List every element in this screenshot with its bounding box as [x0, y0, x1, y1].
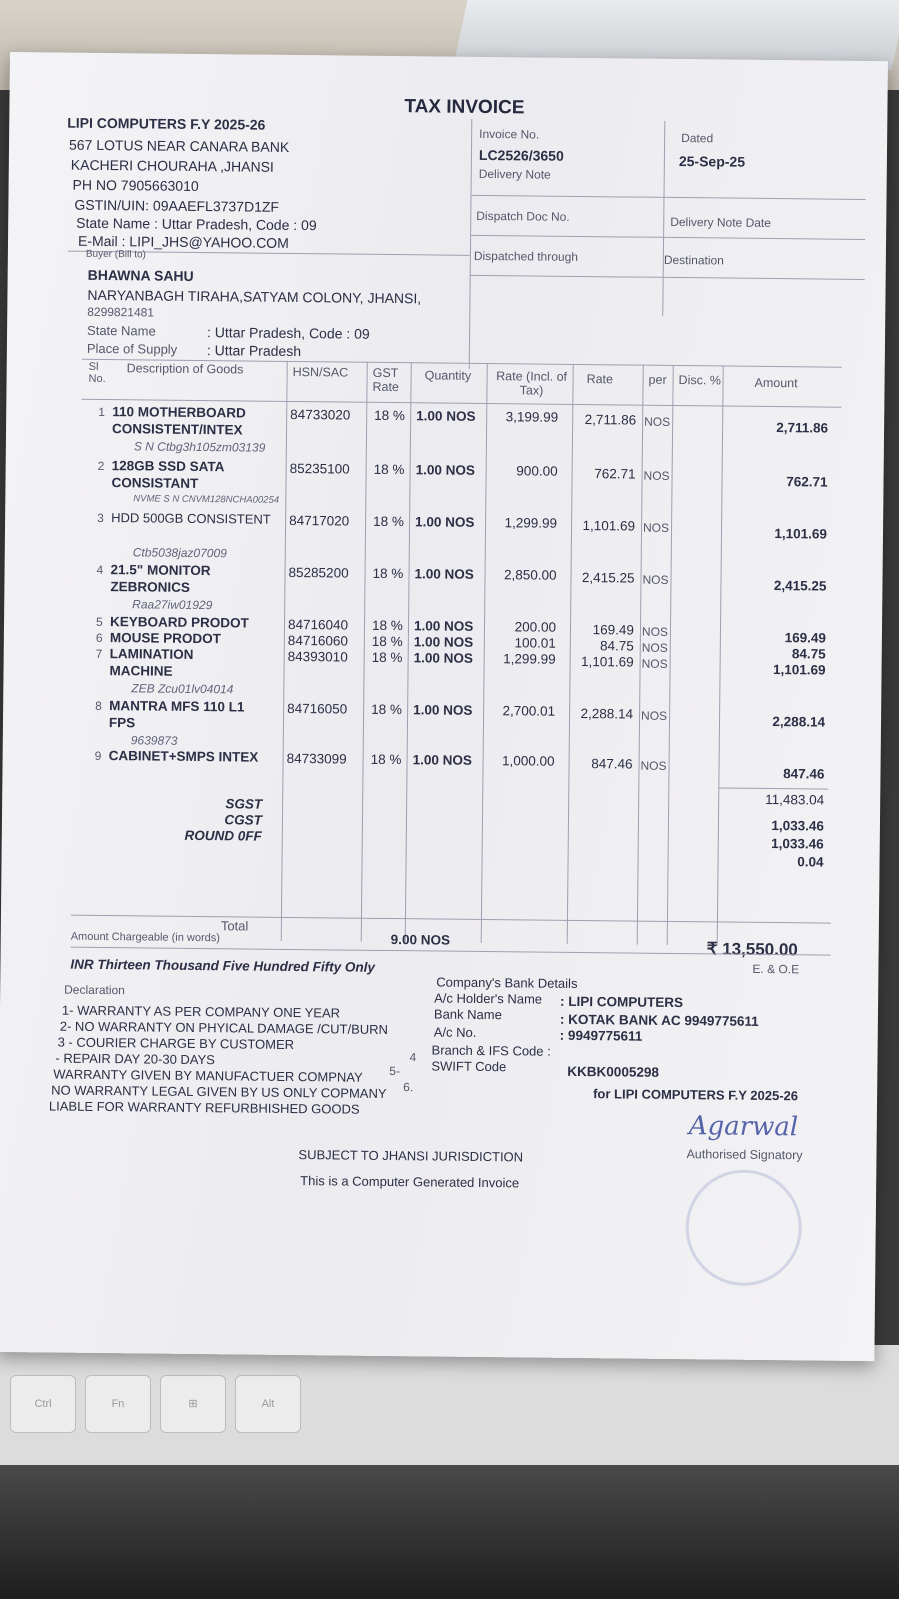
item-amount: 847.46 [783, 766, 825, 782]
item-hsn: 85235100 [289, 460, 350, 477]
item-sl: 5 [95, 614, 103, 630]
declaration-line: LIABLE FOR WARRANTY REFURBHISHED GOODS [48, 1098, 360, 1117]
buyer-name: BHAWNA SAHU [87, 266, 194, 284]
item-name: 21.5" MONITOR ZEBRONICS [110, 562, 211, 595]
item-name: 128GB SSD SATA CONSISTANT [111, 458, 225, 491]
seller-phone: PH NO 7905663010 [72, 176, 199, 194]
item-name: 110 MOTHERBOARD CONSISTENT/INTEX [111, 404, 246, 438]
item-per: NOS [644, 414, 671, 429]
header-divider [470, 275, 865, 280]
item-per: NOS [641, 640, 668, 655]
header-divider [471, 195, 866, 200]
dated-label: Dated [681, 131, 714, 146]
declaration-line: 1- WARRANTY AS PER COMPANY ONE YEAR [61, 1002, 341, 1021]
item-serial: Raa27iw01929 [132, 597, 213, 613]
col-header-per: per [648, 372, 667, 387]
item-gst: 18 % [374, 407, 406, 424]
item-gst: 18 % [371, 633, 403, 650]
item-sl: 9 [94, 748, 102, 763]
item-rate: 2,415.25 [581, 570, 635, 586]
col-header-amount: Amount [754, 375, 798, 391]
invoice-no-label: Invoice No. [479, 126, 540, 142]
buyer-state-label: State Name [87, 322, 156, 339]
column-divider [481, 363, 488, 943]
item-serial: NVME S N CNVM128NCHA00254 [133, 493, 280, 506]
total-quantity: 9.00 NOS [390, 932, 451, 948]
buyer-state-value: : Uttar Pradesh, Code : 09 [206, 324, 370, 342]
item-hsn: 84716060 [287, 632, 349, 649]
item-per: NOS [640, 758, 667, 773]
item-sl: 3 [97, 510, 104, 526]
col-header-rate: Rate [586, 372, 614, 387]
account-no-value: : 9949775611 [559, 1027, 643, 1044]
col-header-qty: Quantity [424, 368, 472, 383]
col-header-gst: GST Rate [372, 365, 399, 395]
keyboard-key-ctrl: Ctrl [10, 1375, 76, 1433]
item-rate-incl: 900.00 [516, 463, 558, 479]
item-gst: 18 % [372, 565, 404, 582]
amount-in-words: INR Thirteen Thousand Five Hundred Fifty Only [70, 956, 376, 975]
declaration-mark: 6. [403, 1080, 414, 1095]
stamp-seal-icon [685, 1169, 802, 1286]
item-rate: 2,288.14 [580, 706, 634, 722]
item-amount: 169.49 [784, 630, 826, 646]
swift-code-label: SWIFT Code [431, 1058, 507, 1075]
item-rate-incl: 1,299.99 [503, 651, 556, 667]
item-per: NOS [643, 468, 670, 483]
item-hsn: 85285200 [288, 564, 349, 581]
item-amount: 1,101.69 [774, 526, 828, 542]
item-hsn: 84716050 [287, 700, 348, 717]
item-gst: 18 % [371, 649, 403, 666]
account-holder-value: : LIPI COMPUTERS [560, 993, 684, 1011]
item-amount: 2,288.14 [772, 714, 826, 730]
item-gst: 18 % [373, 461, 405, 478]
subtotal-amount: 11,483.04 [765, 791, 825, 808]
item-hsn: 84717020 [289, 512, 350, 529]
buyer-label: Buyer (Bill to) [85, 248, 146, 261]
tax-value-cgst: 1,033.46 [771, 836, 824, 852]
invoice-title: TAX INVOICE [404, 96, 525, 119]
item-qty: 1.00 NOS [416, 408, 476, 424]
item-gst: 18 % [373, 513, 404, 530]
jurisdiction-note: SUBJECT TO JHANSI JURISDICTION [298, 1147, 524, 1165]
declaration-line: WARRANTY GIVEN BY MANUFACTUER COMPNAY [53, 1066, 363, 1085]
item-rate-incl: 3,199.99 [505, 409, 559, 425]
subtotal-line [718, 787, 828, 789]
invoice-paper [0, 52, 888, 1361]
item-per: NOS [641, 656, 668, 671]
item-qty: 1.00 NOS [413, 650, 474, 666]
item-amount: 1,101.69 [772, 662, 826, 678]
item-serial: S N Ctbg3h105zm03139 [133, 439, 266, 455]
column-divider [361, 362, 368, 942]
item-serial: 9639873 [130, 733, 178, 748]
delivery-note-date-label: Delivery Note Date [670, 214, 772, 230]
dispatch-doc-label: Dispatch Doc No. [476, 208, 570, 224]
col-header-disc: Disc. % [678, 373, 722, 388]
item-rate: 2,711.86 [584, 412, 637, 428]
declaration-label: Declaration [64, 982, 125, 998]
supply-value: : Uttar Pradesh [206, 342, 302, 360]
item-rate: 169.49 [592, 622, 635, 638]
declaration-line: 2- NO WARRANTY ON PHYICAL DAMAGE /CUT/BURN [59, 1018, 389, 1038]
declaration-line: NO WARRANTY LEGAL GIVEN BY US ONLY COPMANY [51, 1082, 387, 1101]
item-rate-incl: 1,299.99 [504, 515, 558, 531]
item-per: NOS [642, 520, 670, 535]
seller-name: LIPI COMPUTERS F.Y 2025-26 [67, 114, 266, 133]
keyboard-key-alt: Alt [235, 1375, 301, 1433]
item-sl: 2 [97, 458, 105, 474]
item-sl: 1 [98, 404, 105, 420]
header-divider [469, 119, 473, 369]
item-name: CABINET+SMPS INTEX [108, 748, 259, 765]
item-sl: 7 [95, 646, 103, 662]
destination-label: Destination [663, 252, 724, 268]
item-serial: ZEB Zcu01lv04014 [131, 681, 234, 697]
declaration-mark: 5- [389, 1064, 401, 1079]
swift-code-value: KKBK0005298 [567, 1063, 659, 1080]
seller-state: State Name : Uttar Pradesh, Code : 09 [76, 214, 317, 234]
item-rate: 847.46 [591, 756, 633, 772]
item-qty: 1.00 NOS [415, 462, 476, 478]
bank-name-label: Bank Name [433, 1006, 502, 1023]
branch-ifs-label: Branch & IFS Code : [431, 1042, 551, 1059]
item-per: NOS [641, 708, 668, 723]
item-qty: 1.00 NOS [413, 618, 474, 634]
computer-generated-note: This is a Computer Generated Invoice [300, 1173, 520, 1191]
delivery-note-label: Delivery Note [478, 166, 551, 182]
item-rate: 762.71 [594, 466, 636, 482]
invoice-no: LC2526/3650 [478, 146, 564, 164]
item-sl: 6 [95, 630, 103, 646]
item-qty: 1.00 NOS [414, 566, 474, 582]
item-qty: 1.00 NOS [413, 634, 474, 650]
item-gst: 18 % [371, 617, 403, 634]
declaration-mark: 4 [409, 1050, 417, 1065]
item-amount: 84.75 [791, 646, 826, 662]
header-divider [662, 121, 665, 316]
dispatched-through-label: Dispatched through [473, 248, 579, 264]
item-hsn: 84733099 [286, 750, 347, 767]
keyboard-key-windows: ⊞ [160, 1375, 226, 1433]
buyer-phone: 8299821481 [87, 304, 155, 320]
col-header-desc: Description of Goods [126, 361, 244, 377]
signature: Agarwal [688, 1111, 799, 1143]
tax-label-round-off: ROUND 0FF [184, 827, 262, 844]
item-hsn: 84733020 [290, 406, 351, 423]
item-qty: 1.00 NOS [413, 702, 473, 718]
total-amount: ₹ 13,550.00 [706, 939, 798, 960]
item-amount: 762.71 [786, 474, 828, 490]
seller-address-line1: 567 LOTUS NEAR CANARA BANK [68, 136, 290, 155]
eoe-note: E. & O.E [752, 961, 800, 977]
item-rate-incl: 2,700.01 [502, 703, 556, 719]
for-company: for LIPI COMPUTERS F.Y 2025-26 [593, 1086, 799, 1104]
account-holder-label: A/c Holder's Name [434, 990, 543, 1007]
item-name: HDD 500GB CONSISTENT [111, 510, 271, 527]
item-per: NOS [642, 572, 669, 587]
header-divider [470, 235, 865, 240]
item-sl: 4 [96, 562, 104, 578]
item-rate-incl: 200.00 [514, 619, 557, 635]
column-divider [281, 361, 288, 941]
item-name: KEYBOARD PRODOT [109, 614, 249, 631]
total-label: Total [220, 918, 249, 934]
item-name: MOUSE PRODOT [109, 630, 221, 647]
bank-name-value: : KOTAK BANK AC 9949775611 [559, 1011, 759, 1029]
item-rate: 1,101.69 [581, 654, 634, 670]
item-per: NOS [641, 624, 669, 639]
item-hsn: 84393010 [287, 648, 348, 665]
col-header-sl: Sl No. [88, 360, 106, 386]
item-rate: 84.75 [599, 638, 634, 654]
item-rate-incl: 2,850.00 [503, 567, 557, 583]
tax-value-round-off: 0.04 [797, 854, 824, 870]
keyboard-key-fn: Fn [85, 1375, 151, 1433]
invoice-date: 25-Sep-25 [678, 153, 746, 170]
item-amount: 2,711.86 [776, 420, 829, 436]
tax-label-cgst: CGST [224, 812, 263, 828]
item-qty: 1.00 NOS [415, 514, 475, 530]
item-gst: 18 % [371, 701, 402, 718]
amount-in-words-label: Amount Chargeable (in words) [70, 930, 220, 945]
item-serial: Ctb5038jaz07009 [132, 545, 227, 561]
column-divider [667, 365, 674, 945]
item-rate-incl: 1,000.00 [501, 753, 555, 769]
item-qty: 1.00 NOS [412, 752, 472, 768]
tax-value-sgst: 1,033.46 [771, 818, 825, 834]
account-no-label: A/c No. [433, 1024, 477, 1040]
item-amount: 2,415.25 [773, 578, 827, 594]
item-name: MANTRA MFS 110 L1 FPS [108, 698, 245, 731]
seller-email: E-Mail : LIPI_JHS@YAHOO.COM [77, 232, 289, 251]
tax-label-sgst: SGST [225, 796, 263, 812]
item-gst: 18 % [370, 751, 402, 768]
item-hsn: 84716040 [287, 616, 349, 633]
declaration-line: - REPAIR DAY 20-30 DAYS [55, 1050, 215, 1068]
bank-details-label: Company's Bank Details [436, 974, 578, 991]
bottom-shadow-area [0, 1465, 899, 1599]
col-header-hsn: HSN/SAC [292, 364, 349, 380]
seller-gstin: GSTIN/UIN: 09AAEFL3737D1ZF [74, 196, 280, 215]
authorised-signatory: Authorised Signatory [686, 1147, 803, 1163]
buyer-address: NARYANBAGH TIRAHA,SATYAM COLONY, JHANSI, [87, 286, 422, 307]
item-name: LAMINATION MACHINE [109, 646, 194, 679]
item-sl: 8 [95, 698, 102, 713]
item-rate: 1,101.69 [582, 518, 636, 534]
column-divider [405, 362, 412, 942]
col-header-rate-incl: Rate (Incl. of Tax) [496, 369, 568, 398]
seller-address-line2: KACHERI CHOURAHA ,JHANSI [70, 156, 274, 175]
declaration-line: 3 - COURIER CHARGE BY CUSTOMER [57, 1034, 295, 1053]
supply-label: Place of Supply [86, 340, 178, 357]
item-rate-incl: 100.01 [514, 635, 556, 651]
